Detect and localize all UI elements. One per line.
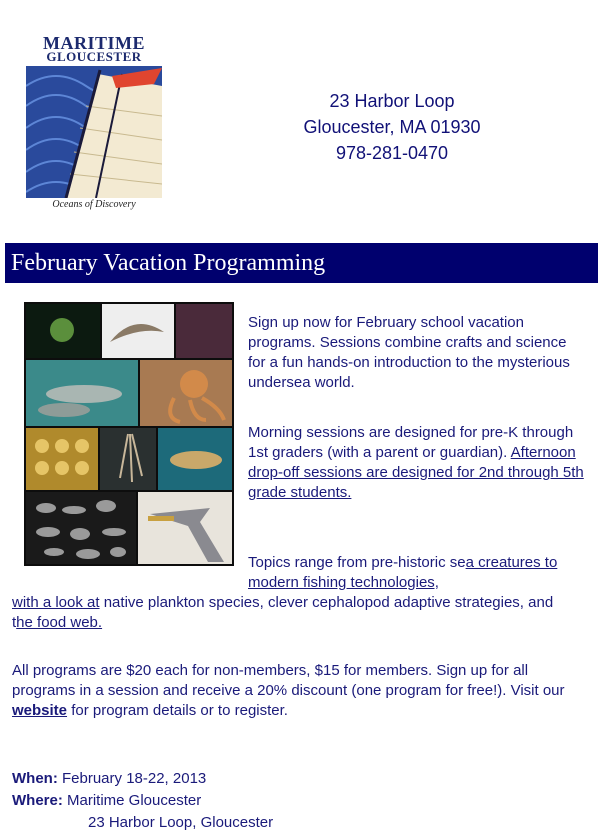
intro-paragraph: Sign up now for February school vacation programs. Sessions combine crafts and science for a fun hands-on introduction to the mysterious undersea world. bbox=[248, 314, 570, 391]
when-row bbox=[12, 769, 206, 789]
address-city: Gloucester, MA 01930 bbox=[303, 117, 481, 137]
sailboat-logo-art bbox=[26, 66, 162, 198]
logo-line2: GLOUCESTER bbox=[46, 49, 142, 64]
topics-text-d: native plankton species, clever cephalopod adaptive strategies, and t bbox=[12, 594, 554, 631]
section-banner bbox=[5, 243, 598, 283]
logo-line1: MARITIME bbox=[43, 33, 145, 53]
banner-title: February Vacation Programming bbox=[11, 250, 326, 276]
where-label: Where: bbox=[12, 792, 63, 809]
maritime-gloucester-logo bbox=[26, 33, 178, 216]
where-row bbox=[12, 791, 201, 811]
sea-life-photo-collage bbox=[24, 302, 234, 566]
pricing-text-after: for program details or to register. bbox=[67, 702, 288, 719]
plankton-icon bbox=[50, 318, 74, 342]
address-street: 23 Harbor Loop bbox=[329, 91, 455, 111]
topics-paragraph-end bbox=[12, 593, 572, 633]
morning-sessions-text: Morning sessions are designed for pre-K through 1st graders (with a parent or guardian). bbox=[248, 424, 574, 461]
topics-text-e: he food web. bbox=[16, 614, 103, 631]
where-address: 23 Harbor Loop, Gloucester bbox=[88, 814, 274, 831]
afternoon-sessions-text: Afternoon drop-off sessions are designed for 2nd through 5th grade students. bbox=[248, 444, 584, 501]
address-phone: 978-281-0470 bbox=[335, 143, 449, 163]
topics-text-c: with a look at bbox=[12, 594, 100, 611]
topics-paragraph-start bbox=[248, 553, 593, 593]
topics-text-b: a creatures to modern fishing technologies, bbox=[248, 554, 558, 591]
sessions-paragraph bbox=[248, 423, 588, 503]
fishermen-photo bbox=[176, 304, 232, 358]
when-value: February 18-22, 2013 bbox=[62, 770, 207, 787]
logo-title bbox=[26, 33, 162, 64]
pricing-paragraph bbox=[12, 661, 592, 721]
website-link[interactable]: website bbox=[12, 702, 68, 719]
topics-text-a: Topics range from pre-historic se bbox=[248, 554, 466, 571]
when-label: When: bbox=[12, 770, 58, 787]
address-block bbox=[282, 88, 502, 166]
logo-tagline: Oceans of Discovery bbox=[52, 199, 136, 210]
pricing-text-before: All programs are $20 each for non-members, $15 for members. Sign up for all programs in a session and receive a 20% discount (one program for free!). Visit our bbox=[12, 662, 565, 699]
shells-photo bbox=[26, 428, 98, 490]
where-value: Maritime Gloucester bbox=[67, 792, 202, 809]
